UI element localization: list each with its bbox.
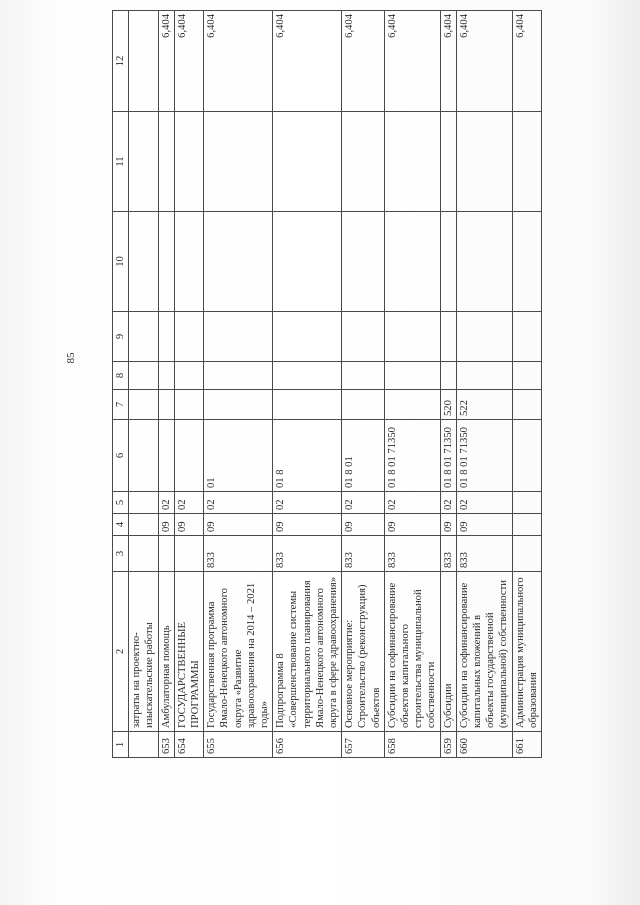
cell-c11 (440, 112, 456, 212)
column-header-9: 9 (113, 312, 129, 362)
cell-c12 (129, 11, 158, 112)
cell-n: 655 (204, 732, 273, 758)
cell-n (129, 732, 158, 758)
cell-c6: 01 8 01 71350 (440, 420, 456, 492)
cell-c8 (512, 362, 541, 390)
cell-c12: 6,404 (158, 11, 174, 112)
cell-name: Амбулаторная помощь (158, 572, 174, 732)
cell-n: 658 (384, 732, 440, 758)
cell-c10 (129, 212, 158, 312)
cell-c3: 833 (204, 536, 273, 572)
cell-n: 659 (440, 732, 456, 758)
cell-name: Подпрограмма 8 «Совершенствование системы территориального планирования Ямало-Ненецкого автономного округа в сфере здравоохранения» (273, 572, 342, 732)
cell-c9 (384, 312, 440, 362)
cell-c4: 09 (174, 514, 203, 536)
cell-c5: 02 (158, 492, 174, 514)
table-row (440, 11, 456, 758)
cell-name: Государственная программа Ямало-Ненецкого автономного округа «Развитие здравоохранения на 2014 – 2021 годы» (204, 572, 273, 732)
cell-c10 (512, 212, 541, 312)
cell-n: 661 (512, 732, 541, 758)
cell-c4 (512, 514, 541, 536)
cell-c12: 6,404 (273, 11, 342, 112)
cell-n: 654 (174, 732, 203, 758)
cell-c5: 02 (440, 492, 456, 514)
cell-c11 (129, 112, 158, 212)
cell-c8 (129, 362, 158, 390)
cell-c7 (174, 390, 203, 420)
cell-c7 (273, 390, 342, 420)
cell-c9 (129, 312, 158, 362)
page-number: 85 (65, 352, 77, 364)
cell-c3: 833 (440, 536, 456, 572)
cell-c3 (174, 536, 203, 572)
cell-c4: 09 (384, 514, 440, 536)
cell-c8 (342, 362, 385, 390)
cell-c5: 02 (273, 492, 342, 514)
cell-c9 (440, 312, 456, 362)
cell-c8 (273, 362, 342, 390)
cell-n: 657 (342, 732, 385, 758)
cell-c9 (342, 312, 385, 362)
cell-c10 (174, 212, 203, 312)
cell-c11 (512, 112, 541, 212)
cell-c10 (342, 212, 385, 312)
cell-c9 (204, 312, 273, 362)
column-header-1: 1 (113, 732, 129, 758)
cell-c6: 01 8 01 71350 (456, 420, 512, 492)
cell-name: Субсидии на софинансирование объектов капитального строительства муниципальной собственности (384, 572, 440, 732)
cell-c7 (512, 390, 541, 420)
cell-c3: 833 (384, 536, 440, 572)
cell-c9 (174, 312, 203, 362)
cell-c9 (273, 312, 342, 362)
table-row (273, 11, 342, 758)
cell-c12: 6,404 (204, 11, 273, 112)
cell-c12: 6,404 (384, 11, 440, 112)
table-row (129, 11, 158, 758)
table-row (512, 11, 541, 758)
table-body (129, 11, 542, 758)
cell-name: Субсидии на софинансирование капитальных вложений в объекты государственной (муниципальной) собственности (456, 572, 512, 732)
column-header-3: 3 (113, 536, 129, 572)
cell-c6 (174, 420, 203, 492)
cell-c4: 09 (273, 514, 342, 536)
cell-c4: 09 (342, 514, 385, 536)
cell-c5: 02 (342, 492, 385, 514)
cell-c5: 02 (174, 492, 203, 514)
table-row (456, 11, 512, 758)
budget-table (112, 10, 542, 758)
cell-c12: 6,404 (456, 11, 512, 112)
cell-c12: 6,404 (512, 11, 541, 112)
table-header-row (113, 11, 129, 758)
cell-c3: 833 (273, 536, 342, 572)
cell-c7 (129, 390, 158, 420)
cell-c8 (456, 362, 512, 390)
cell-c5: 02 (204, 492, 273, 514)
cell-c8 (384, 362, 440, 390)
cell-n: 660 (456, 732, 512, 758)
cell-c10 (456, 212, 512, 312)
cell-c10 (440, 212, 456, 312)
column-header-12: 12 (113, 11, 129, 112)
table-row (174, 11, 203, 758)
column-header-6: 6 (113, 420, 129, 492)
cell-c3: 833 (342, 536, 385, 572)
cell-c11 (174, 112, 203, 212)
cell-c5 (129, 492, 158, 514)
cell-c3 (512, 536, 541, 572)
cell-c5 (512, 492, 541, 514)
cell-c3 (129, 536, 158, 572)
cell-c6: 01 8 (273, 420, 342, 492)
cell-c11 (204, 112, 273, 212)
cell-name: Основное мероприятие: Строительство (реконструкция) объектов (342, 572, 385, 732)
cell-c6 (129, 420, 158, 492)
cell-c11 (273, 112, 342, 212)
column-header-4: 4 (113, 514, 129, 536)
cell-c12: 6,404 (342, 11, 385, 112)
cell-c8 (204, 362, 273, 390)
column-header-11: 11 (113, 112, 129, 212)
cell-c10 (158, 212, 174, 312)
column-header-10: 10 (113, 212, 129, 312)
cell-c4: 09 (440, 514, 456, 536)
cell-c6 (512, 420, 541, 492)
cell-c9 (158, 312, 174, 362)
cell-c8 (440, 362, 456, 390)
cell-name: затраты на проектно-изыскательские работы (129, 572, 158, 732)
cell-c3 (158, 536, 174, 572)
cell-c4: 09 (204, 514, 273, 536)
table-row (384, 11, 440, 758)
cell-c7 (342, 390, 385, 420)
table-row (204, 11, 273, 758)
cell-c5: 02 (456, 492, 512, 514)
cell-c11 (342, 112, 385, 212)
cell-c7: 522 (456, 390, 512, 420)
cell-c3: 833 (456, 536, 512, 572)
cell-n: 653 (158, 732, 174, 758)
cell-c8 (174, 362, 203, 390)
cell-c11 (456, 112, 512, 212)
cell-c7 (204, 390, 273, 420)
cell-c10 (384, 212, 440, 312)
cell-c11 (158, 112, 174, 212)
cell-c7 (158, 390, 174, 420)
cell-c7: 520 (440, 390, 456, 420)
cell-c6: 01 (204, 420, 273, 492)
column-header-7: 7 (113, 390, 129, 420)
cell-c10 (204, 212, 273, 312)
table-row (342, 11, 385, 758)
cell-n: 656 (273, 732, 342, 758)
cell-c6: 01 8 01 71350 (384, 420, 440, 492)
column-header-8: 8 (113, 362, 129, 390)
cell-c12: 6,404 (174, 11, 203, 112)
cell-name: Администрация муниципального образования (512, 572, 541, 732)
cell-c4: 09 (158, 514, 174, 536)
cell-c5: 02 (384, 492, 440, 514)
cell-c10 (273, 212, 342, 312)
table-row (158, 11, 174, 758)
cell-c12: 6,404 (440, 11, 456, 112)
column-header-5: 5 (113, 492, 129, 514)
cell-c6 (158, 420, 174, 492)
cell-c9 (512, 312, 541, 362)
budget-table-container (112, 11, 639, 758)
cell-c4: 09 (456, 514, 512, 536)
cell-c11 (384, 112, 440, 212)
cell-c7 (384, 390, 440, 420)
cell-c8 (158, 362, 174, 390)
cell-c6: 01 8 01 (342, 420, 385, 492)
cell-name: ГОСУДАРСТВЕННЫЕ ПРОГРАММЫ (174, 572, 203, 732)
cell-c9 (456, 312, 512, 362)
cell-name: Субсидии (440, 572, 456, 732)
column-header-2: 2 (113, 572, 129, 732)
cell-c4 (129, 514, 158, 536)
